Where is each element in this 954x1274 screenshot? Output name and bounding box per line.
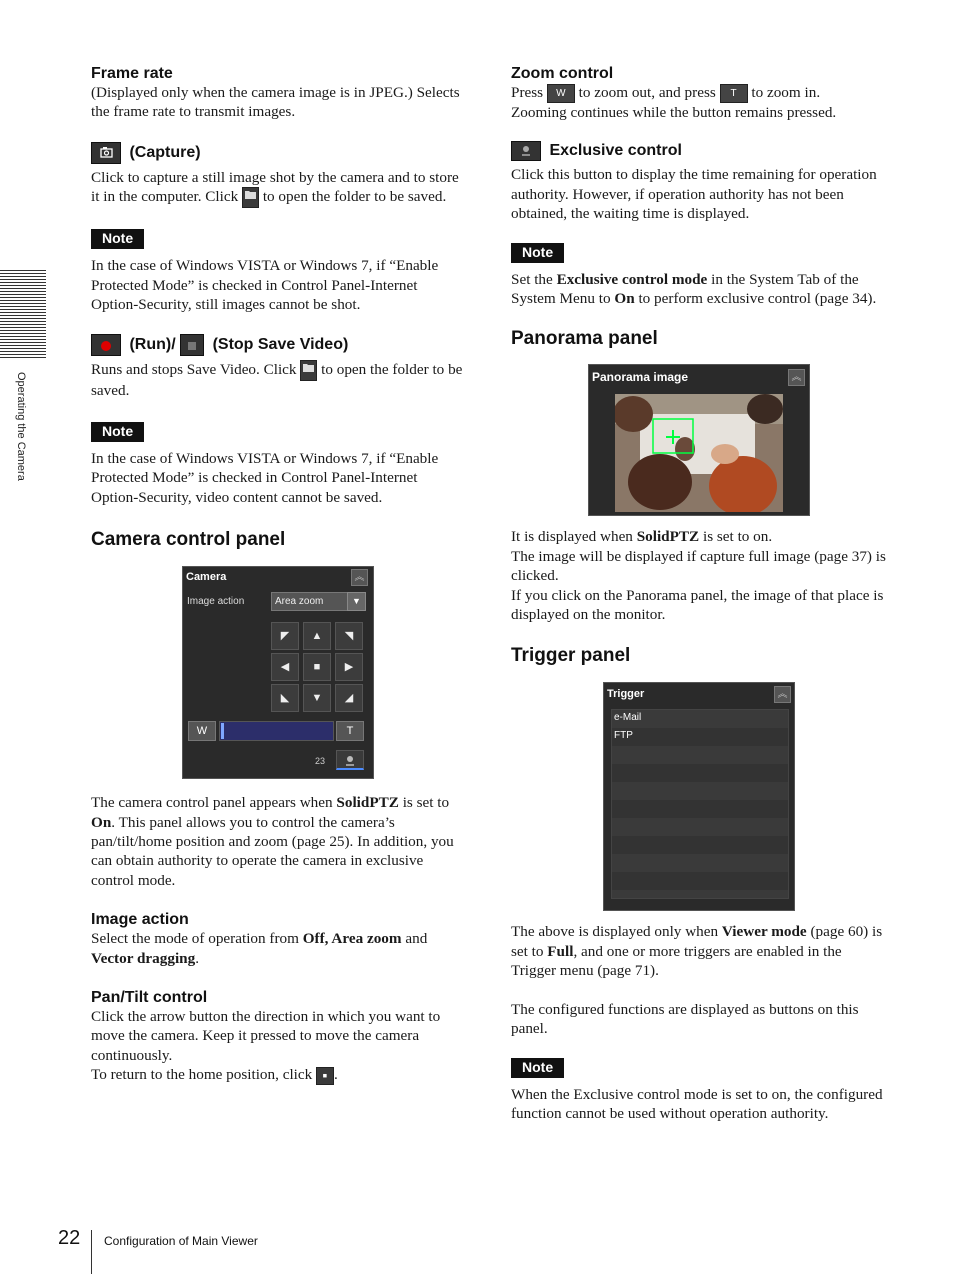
- run-stop-body-text: Runs and stops Save Video. Click: [91, 361, 297, 379]
- side-section-label: Operating the Camera: [15, 372, 27, 481]
- trigger-item-email[interactable]: e-Mail: [614, 712, 642, 724]
- home-button[interactable]: ■: [303, 653, 331, 681]
- exclusive-control-heading: [511, 141, 886, 165]
- trigger-body-bold-2: Full: [547, 942, 574, 960]
- pan-tilt-title: Pan/Tilt control: [91, 988, 208, 1006]
- zoom-tele-button[interactable]: T: [336, 721, 364, 741]
- zoom-press-text: Press: [511, 84, 544, 101]
- pan-right-button[interactable]: ▶: [335, 653, 363, 681]
- zoom-slider[interactable]: [219, 721, 334, 741]
- zoom-out-button-icon[interactable]: W: [547, 84, 575, 103]
- camera-panel-body-bold-2: On: [91, 813, 112, 831]
- pan-up-button[interactable]: ▲: [303, 622, 331, 650]
- panorama-body: [511, 527, 886, 546]
- image-action-title: Image action: [91, 911, 189, 929]
- exclusive-control-title: Exclusive control: [549, 142, 682, 160]
- image-action-bold-2: Vector dragging: [91, 949, 196, 967]
- collapse-icon[interactable]: ︽: [774, 686, 791, 703]
- run-title: (Run)/: [129, 336, 176, 354]
- camera-panel-figure: [91, 566, 466, 793]
- run-stop-heading: [91, 334, 466, 360]
- trigger-panel-figure: [511, 682, 886, 922]
- zoom-end-text: to zoom in.: [751, 84, 821, 101]
- image-action-label: Image action: [187, 596, 245, 608]
- camera-panel-body-text-3: . This panel allows you to control the camera’s pan/tilt/home position and zoom (page 25). In addition, you can obtain authority to operate the camera in exclusive control mode.: [91, 813, 454, 889]
- footer-divider: [91, 1230, 92, 1274]
- record-icon[interactable]: [91, 334, 121, 356]
- capture-body-text-2: to open the folder to be saved.: [262, 188, 447, 206]
- panorama-image[interactable]: [615, 394, 783, 512]
- panorama-panel-figure: [511, 364, 886, 527]
- panorama-panel: [588, 364, 810, 516]
- trigger-body-4: The configured functions are displayed as buttons on this panel.: [511, 1000, 859, 1038]
- panorama-panel-title-text: Panorama image: [592, 370, 689, 385]
- run-stop-note-label: Note: [91, 422, 144, 442]
- image-action-body-text-1: Select the mode of operation from: [91, 930, 299, 948]
- panorama-panel-title: Panorama panel: [511, 328, 658, 350]
- stop-title: (Stop Save Video): [212, 336, 349, 354]
- capture-body-text: Click to capture a still image shot by the camera and to store it in the computer. Click: [91, 168, 459, 206]
- trigger-body-text-3: , and one or more triggers are enabled in the Trigger menu (page 71).: [511, 942, 842, 980]
- right-column: [511, 64, 886, 1123]
- camera-panel-body-bold-1: SolidPTZ: [336, 794, 399, 812]
- camera-capture-icon[interactable]: [91, 142, 121, 164]
- run-stop-note-text: In the case of Windows VISTA or Windows 7, if “Enable Protected Mode” is checked in Control Panel-Internet Option-Security, video content cannot be saved.: [91, 449, 439, 506]
- camera-control-panel-title: Camera control panel: [91, 529, 286, 551]
- stop-icon[interactable]: [180, 334, 204, 356]
- pan-tilt-home-end: .: [334, 1066, 338, 1084]
- capture-note-text: In the case of Windows VISTA or Windows 7, if “Enable Protected Mode” is checked in Control Panel-Internet Option-Security, still images cannot be shot.: [91, 257, 439, 314]
- camera-control-panel-body: [91, 793, 466, 890]
- camera-panel-body-text-1: The camera control panel appears when: [91, 794, 333, 812]
- panorama-body-bold-1: SolidPTZ: [636, 528, 700, 546]
- panorama-body-3: The image will be displayed if capture full image (page 37) is clicked.: [511, 547, 886, 585]
- capture-body: [91, 168, 466, 208]
- folder-icon[interactable]: [300, 360, 317, 381]
- pan-down-button[interactable]: ▼: [303, 684, 331, 712]
- folder-icon[interactable]: [242, 187, 259, 208]
- exclusive-note-text: [511, 270, 886, 309]
- exclusive-note-label: Note: [511, 243, 564, 263]
- image-action-body-text-3: .: [195, 949, 199, 967]
- image-action-body-text-2: and: [405, 930, 428, 948]
- capture-title: (Capture): [129, 144, 201, 162]
- pan-tilt-home-text: To return to the home position, click: [91, 1066, 313, 1084]
- trigger-note-text: When the Exclusive control mode is set to on, the configured function cannot be used without operation authority.: [511, 1085, 883, 1122]
- exclusive-note-bold-1: Exclusive control mode: [556, 270, 708, 288]
- frame-rate-body: (Displayed only when the camera image is in JPEG.) Selects the frame rate to transmit images.: [91, 84, 460, 121]
- trigger-panel-title: Trigger panel: [511, 645, 631, 667]
- collapse-icon[interactable]: ︽: [351, 569, 368, 586]
- home-icon[interactable]: ▪: [316, 1067, 334, 1085]
- trigger-body-text-2: (page 60) is set to: [511, 923, 883, 960]
- exclusive-note-text-2: in the System Tab of the System Menu to: [511, 270, 859, 308]
- dropdown-arrow-icon[interactable]: ▼: [347, 592, 366, 611]
- image-action-select[interactable]: Area zoom: [271, 592, 349, 611]
- pan-up-left-button[interactable]: ◤: [271, 622, 299, 650]
- capture-note-label: Note: [91, 229, 144, 249]
- trigger-note-label: Note: [511, 1058, 564, 1078]
- capture-heading: [91, 142, 466, 168]
- trigger-body-text-1: The above is displayed only when: [511, 923, 719, 941]
- run-stop-body: [91, 360, 466, 400]
- panorama-body-text-1: It is displayed when: [511, 528, 633, 546]
- zoom-control-body-2: Zooming continues while the button remains pressed.: [511, 104, 837, 122]
- image-action-bold-1: Off, Area zoom: [302, 930, 402, 948]
- run-stop-body-text-2: to open the folder to be saved.: [91, 361, 463, 400]
- camera-panel-title: Camera: [186, 571, 227, 584]
- pan-down-left-button[interactable]: ◣: [271, 684, 299, 712]
- exclusive-note-bold-2: On: [614, 290, 635, 308]
- panorama-body-text-2: is set to on.: [702, 528, 773, 546]
- exclusive-control-icon[interactable]: [336, 750, 364, 770]
- pan-up-right-button[interactable]: ◥: [335, 622, 363, 650]
- zoom-control-body: [511, 83, 886, 103]
- exclusive-note-text-3: to perform exclusive control (page 34).: [638, 290, 877, 308]
- footer-section: Configuration of Main Viewer: [104, 1234, 258, 1248]
- pan-tilt-body: Click the arrow button the direction in which you want to move the camera. Keep it pressed to move the camera continuously.: [91, 1007, 441, 1064]
- image-action-body: [91, 929, 466, 968]
- collapse-icon[interactable]: ︽: [788, 369, 805, 386]
- zoom-wide-button[interactable]: W: [188, 721, 216, 741]
- exclusive-note-text-1: Set the: [511, 270, 553, 288]
- frame-rate-title: Frame rate: [91, 65, 173, 82]
- pan-down-right-button[interactable]: ◢: [335, 684, 363, 712]
- trigger-panel: [603, 682, 795, 911]
- zoom-in-button-icon[interactable]: T: [720, 84, 748, 103]
- panorama-body-4: If you click on the Panorama panel, the image of that place is displayed on the monitor.: [511, 586, 884, 624]
- pan-left-button[interactable]: ◀: [271, 653, 299, 681]
- zoom-mid-text: to zoom out, and press: [578, 84, 716, 101]
- exclusive-control-icon[interactable]: [511, 141, 541, 161]
- zoom-slider-handle[interactable]: [221, 723, 224, 739]
- trigger-body: [511, 922, 886, 980]
- exclusive-control-body: Click this button to display the time remaining for operation authority. However, if operation authority has not been obtained, the waiting time is displayed.: [511, 166, 877, 223]
- left-column: [91, 64, 466, 1085]
- pan-tilt-home: [91, 1065, 466, 1085]
- trigger-body-bold-1: Viewer mode: [721, 923, 807, 941]
- page-number: 22: [58, 1227, 81, 1249]
- camera-panel: [182, 566, 374, 779]
- exclusive-counter: 23: [315, 756, 326, 767]
- side-tab-marker: [0, 270, 46, 360]
- trigger-panel-title-text: Trigger: [607, 688, 645, 701]
- zoom-control-title: Zoom control: [511, 65, 614, 82]
- trigger-item-ftp[interactable]: FTP: [614, 730, 633, 742]
- camera-panel-body-text-2: is set to: [402, 794, 450, 812]
